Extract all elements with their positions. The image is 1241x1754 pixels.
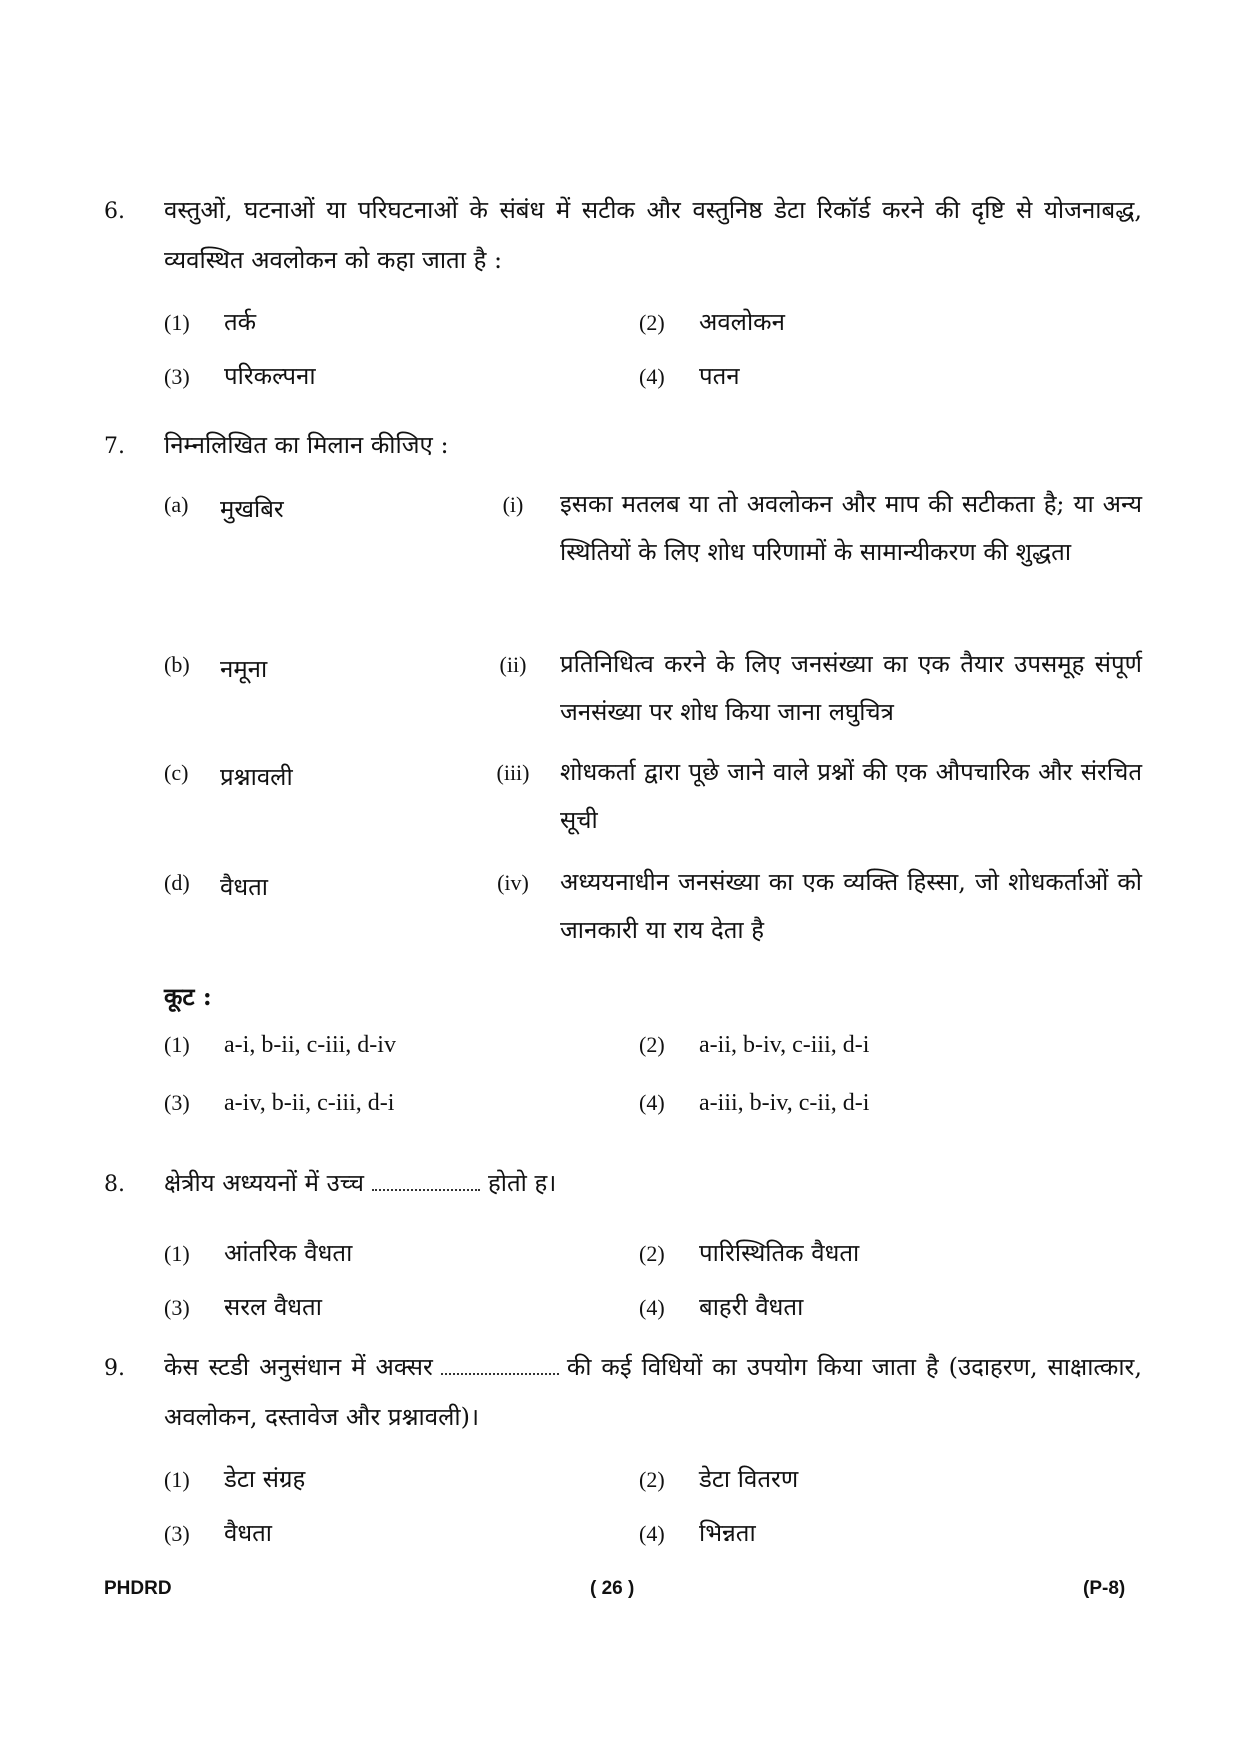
- option-2[interactable]: [639, 305, 785, 338]
- option-number: (1): [164, 310, 190, 335]
- footer-code: PHDRD: [104, 1578, 172, 1599]
- option-4[interactable]: [639, 359, 740, 392]
- option-1[interactable]: [164, 305, 256, 338]
- question-text-after-blank: होतो ह।: [488, 1169, 557, 1197]
- option-text: पतन: [699, 362, 740, 390]
- option-text: पारिस्थितिक वैधता: [699, 1239, 860, 1267]
- question-text: [164, 1158, 1142, 1208]
- match-description: अध्ययनाधीन जनसंख्या का एक व्यक्ति हिस्सा, जो शोधकर्ताओं को जानकारी या राय देता है: [560, 868, 1142, 944]
- option-number: (3): [164, 1295, 190, 1320]
- question-text: निम्नलिखित का मिलान कीजिए :: [164, 431, 449, 459]
- blank-dotted-line: [372, 1179, 480, 1191]
- match-description: शोधकर्ता द्वारा पूछे जाने वाले प्रश्नों की एक औपचारिक और संरचित सूची: [560, 758, 1142, 834]
- option-number: (4): [639, 1521, 665, 1546]
- question-text: [164, 1342, 1142, 1442]
- match-roman: (ii): [499, 652, 527, 677]
- q7-option-4[interactable]: [639, 1090, 869, 1117]
- option-text: वैधता: [224, 1519, 272, 1547]
- option-1[interactable]: [164, 1236, 352, 1269]
- question-number: 7.: [104, 434, 125, 459]
- option-text: डेटा संग्रह: [224, 1465, 306, 1493]
- option-text: बाहरी वैधता: [699, 1293, 804, 1321]
- option-number: (4): [639, 364, 665, 389]
- question-number: 8.: [104, 1172, 125, 1197]
- option-text: a-i, b-ii, c-iii, d-iv: [224, 1032, 396, 1058]
- option-3[interactable]: [164, 1516, 272, 1549]
- option-text: डेटा वितरण: [699, 1465, 799, 1493]
- option-4[interactable]: [639, 1516, 756, 1549]
- question-number: 6.: [104, 199, 125, 224]
- match-term: प्रश्नावली: [220, 763, 293, 791]
- option-1[interactable]: [164, 1462, 305, 1495]
- option-number: (4): [639, 1295, 665, 1320]
- option-3[interactable]: [164, 359, 316, 392]
- question-text: वस्तुओं, घटनाओं या परिघटनाओं के संबंध में सटीक और वस्तुनिष्ठ डेटा रिकॉर्ड करने की दृष्टि से योजनाबद्ध, व्यवस्थित अवलोकन को कहा जाता है :: [164, 196, 1142, 274]
- option-number: (4): [639, 1090, 665, 1115]
- match-term: मुखबिर: [220, 495, 284, 523]
- option-text: a-iii, b-iv, c-ii, d-i: [699, 1090, 870, 1116]
- option-number: (3): [164, 1090, 190, 1115]
- option-2[interactable]: [639, 1462, 798, 1495]
- paper-set: (P-8): [1083, 1578, 1126, 1599]
- option-number: (3): [164, 1521, 190, 1546]
- match-roman: (iii): [496, 760, 530, 785]
- option-text: आंतरिक वैधता: [224, 1239, 353, 1267]
- option-text: तर्क: [224, 308, 257, 336]
- option-text: परिकल्पना: [224, 362, 316, 390]
- q7-option-2[interactable]: [639, 1032, 869, 1059]
- option-text: सरल वैधता: [224, 1293, 322, 1321]
- question-number: 9.: [104, 1356, 125, 1381]
- option-number: (3): [164, 364, 190, 389]
- option-2[interactable]: [639, 1236, 859, 1269]
- option-number: (1): [164, 1241, 190, 1266]
- match-roman: (iv): [497, 870, 529, 895]
- question-text-after-blank: की कई विधियों का उपयोग किया जाता है (उदाहरण, साक्षात्कार, अवलोकन, दस्तावेज और प्रश्नावली)।: [164, 1353, 1142, 1431]
- question-text-before-blank: केस स्टडी अनुसंधान में अक्सर: [164, 1353, 433, 1381]
- match-label: (a): [164, 492, 189, 517]
- page-number: ( 26 ): [590, 1578, 635, 1599]
- option-number: (2): [639, 1032, 665, 1057]
- option-3[interactable]: [164, 1290, 322, 1323]
- match-label: (b): [164, 652, 190, 677]
- option-number: (1): [164, 1467, 190, 1492]
- option-text: भिन्नता: [699, 1519, 756, 1547]
- option-text: a-iv, b-ii, c-iii, d-i: [224, 1090, 395, 1116]
- option-text: a-ii, b-iv, c-iii, d-i: [699, 1032, 870, 1058]
- match-roman: (i): [502, 492, 524, 517]
- match-term: वैधता: [220, 873, 268, 901]
- option-4[interactable]: [639, 1290, 803, 1323]
- option-number: (2): [639, 1241, 665, 1266]
- match-description: इसका मतलब या तो अवलोकन और माप की सटीकता है; या अन्य स्थितियों के लिए शोध परिणामों के सामान्यीकरण की शुद्धता: [560, 490, 1142, 566]
- match-label: (c): [164, 760, 189, 785]
- code-heading: कूट :: [164, 982, 212, 1011]
- match-term: नमूना: [220, 655, 268, 683]
- option-text: अवलोकन: [699, 308, 785, 336]
- question-text-before-blank: क्षेत्रीय अध्ययनों में उच्च: [164, 1169, 365, 1197]
- option-number: (2): [639, 310, 665, 335]
- option-number: (2): [639, 1467, 665, 1492]
- blank-dotted-line: [441, 1363, 559, 1375]
- option-number: (1): [164, 1032, 190, 1057]
- q7-option-3[interactable]: [164, 1090, 394, 1117]
- match-label: (d): [164, 870, 190, 895]
- match-description: प्रतिनिधित्व करने के लिए जनसंख्या का एक तैयार उपसमूह संपूर्ण जनसंख्या पर शोध किया जाना लघुचित्र: [560, 650, 1142, 726]
- q7-option-1[interactable]: [164, 1032, 396, 1059]
